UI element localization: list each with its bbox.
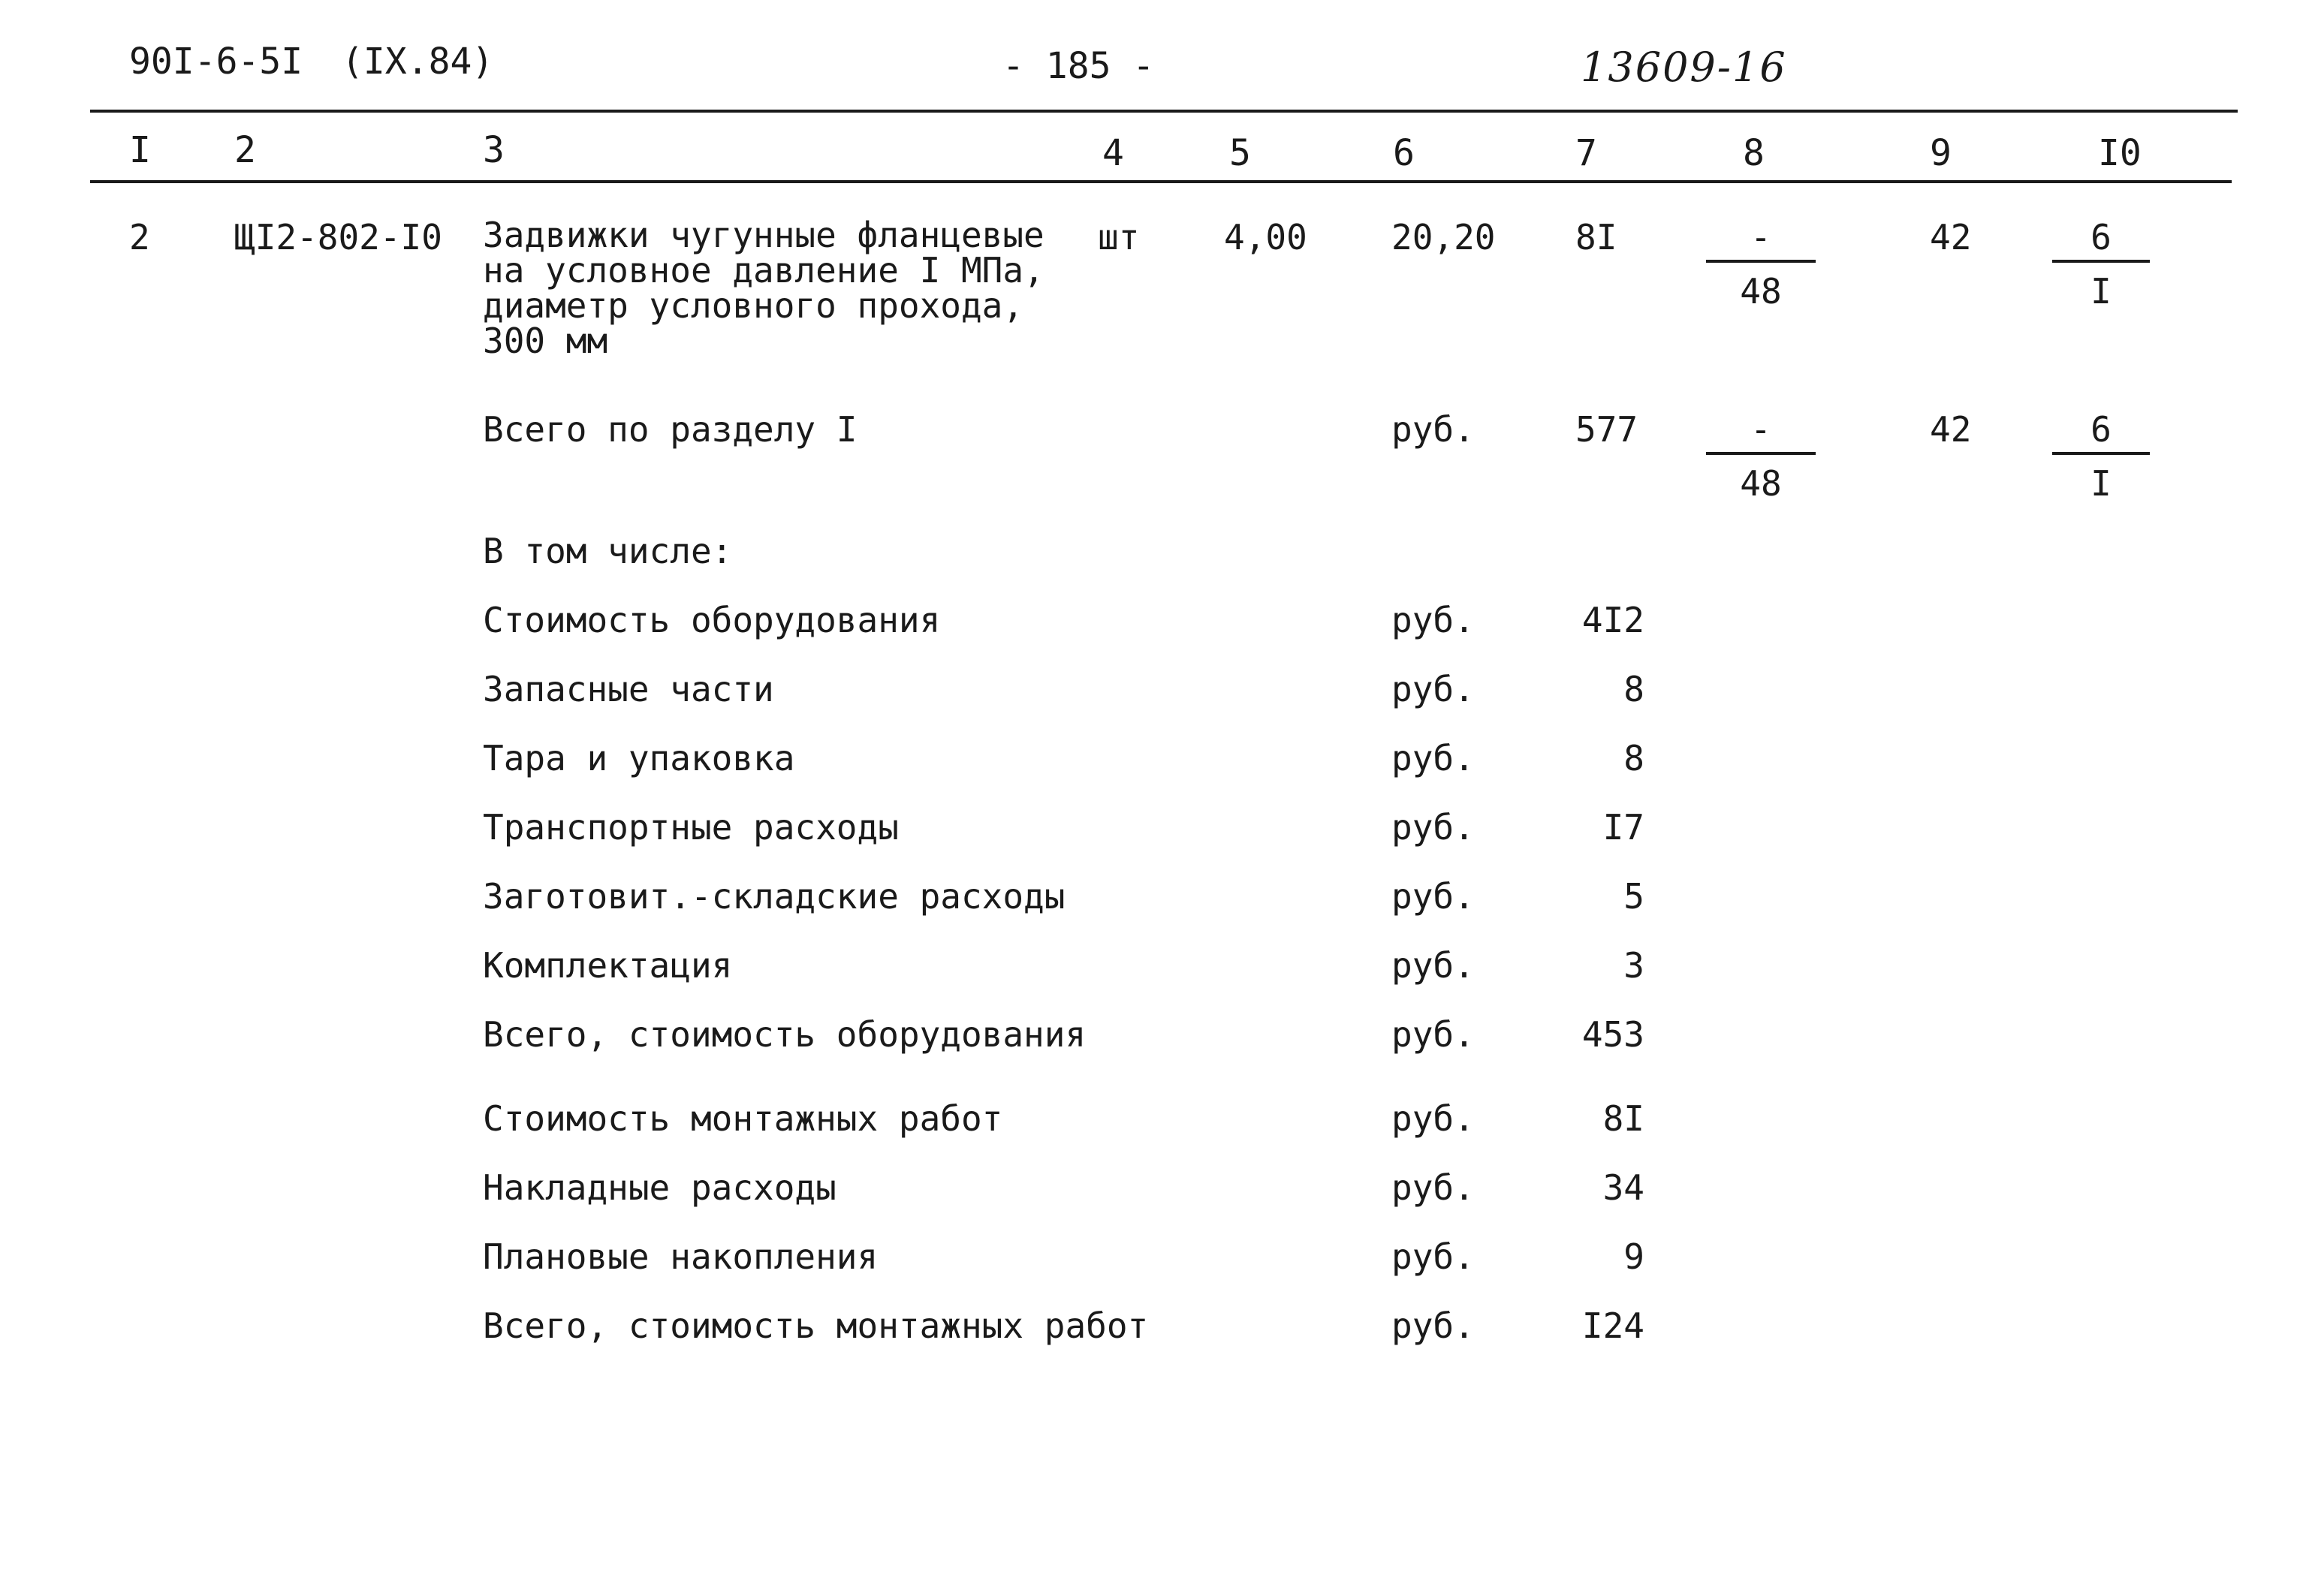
breakdown-value: 3 (1623, 945, 1644, 986)
section-total-label: Всего по разделу I (483, 409, 858, 450)
section-total-value: 577 (1575, 409, 1638, 450)
column-header: 2 (234, 129, 256, 171)
breakdown-value: I7 (1602, 807, 1644, 848)
doc-date: (IX.84) (342, 41, 494, 83)
breakdown-unit: руб. (1391, 1014, 1475, 1055)
breakdown-value: 453 (1581, 1014, 1644, 1055)
item-total: 8I (1575, 217, 1617, 257)
breakdown-value: 8I (1602, 1098, 1644, 1139)
section-col9: 42 (1930, 409, 1972, 450)
column-header: I (129, 129, 151, 171)
breakdown-unit: руб. (1391, 600, 1475, 640)
description-line: 300 мм (483, 321, 608, 361)
fraction-denominator: 48 (1740, 271, 1782, 312)
breakdown-unit: руб. (1391, 669, 1475, 709)
breakdown-value: 9 (1623, 1236, 1644, 1277)
column-header: I0 (2098, 132, 2142, 174)
breakdown-label: Стоимость монтажных работ (483, 1098, 1003, 1139)
description-line: Задвижки чугунные фланцевые (483, 215, 1044, 255)
breakdown-label: Всего, стоимость оборудования (483, 1014, 1087, 1055)
breakdown-label: Плановые накопления (483, 1236, 879, 1277)
item-col9: 42 (1930, 217, 1972, 257)
top-rule (90, 110, 2238, 113)
breakdown-unit: руб. (1391, 1305, 1475, 1346)
breakdown-label: Запасные части (483, 669, 774, 709)
doc-code: 90I-6-5I (129, 41, 303, 83)
fraction-bar (1706, 260, 1816, 263)
breakdown-value: 4I2 (1581, 600, 1644, 640)
breakdown-label: Тара и упаковка (483, 738, 795, 778)
item-unit: шт (1098, 217, 1140, 257)
breakdown-value: 5 (1623, 876, 1644, 917)
fraction-denominator: I (2090, 271, 2112, 312)
fraction-numerator: - (1750, 409, 1771, 450)
breakdown-unit: руб. (1391, 1167, 1475, 1208)
breakdown-label: Накладные расходы (483, 1167, 836, 1208)
breakdown-unit: руб. (1391, 738, 1475, 778)
item-number: 2 (129, 217, 150, 257)
page-number: - 185 - (1002, 45, 1155, 87)
fraction-numerator: 6 (2090, 217, 2112, 257)
item-quantity: 4,00 (1224, 217, 1307, 257)
breakdown-value: 34 (1602, 1167, 1644, 1208)
column-header: 5 (1229, 132, 1251, 174)
section-col8-fraction (1705, 409, 1817, 504)
item-code: ЩI2-802-I0 (234, 217, 442, 257)
section-total-unit: руб. (1391, 409, 1475, 450)
fraction-denominator: I (2090, 463, 2112, 504)
description-line: на условное давление I МПа, (483, 250, 1044, 291)
inventory-stamp: 13609-16 (1581, 44, 1787, 91)
item-description (483, 215, 1044, 361)
item-col8-fraction (1705, 217, 1817, 312)
fraction-bar (2052, 452, 2150, 455)
breakdown-unit: руб. (1391, 945, 1475, 986)
breakdown-unit: руб. (1391, 1098, 1475, 1139)
breakdown-value: 8 (1623, 738, 1644, 778)
column-header: 4 (1102, 132, 1124, 174)
fraction-numerator: 6 (2090, 409, 2112, 450)
breakdown-unit: руб. (1391, 876, 1475, 917)
item-col10-fraction (2045, 217, 2157, 312)
item-price: 20,20 (1391, 217, 1496, 257)
breakdown-label: Заготовит.-складские расходы (483, 876, 1066, 917)
column-header: 6 (1393, 132, 1415, 174)
section-col10-fraction (2045, 409, 2157, 504)
breakdown-value: 8 (1623, 669, 1644, 709)
column-header: 8 (1743, 132, 1765, 174)
header-rule (90, 180, 2232, 183)
breakdown-unit: руб. (1391, 1236, 1475, 1277)
breakdown-label: Всего, стоимость монтажных работ (483, 1305, 1149, 1346)
breakdown-label: Стоимость оборудования (483, 600, 941, 640)
fraction-numerator: - (1750, 217, 1771, 257)
breakdown-unit: руб. (1391, 807, 1475, 848)
column-header: 3 (483, 129, 505, 171)
description-line: диаметр условного прохода, (483, 285, 1024, 326)
fraction-bar (1706, 452, 1816, 455)
column-header: 9 (1930, 132, 1952, 174)
breakdown-label: Комплектация (483, 945, 733, 986)
fraction-denominator: 48 (1740, 463, 1782, 504)
breakdown-label: Транспортные расходы (483, 807, 899, 848)
fraction-bar (2052, 260, 2150, 263)
including-label: В том числе: (483, 531, 733, 571)
column-header: 7 (1575, 132, 1597, 174)
breakdown-value: I24 (1581, 1305, 1644, 1346)
